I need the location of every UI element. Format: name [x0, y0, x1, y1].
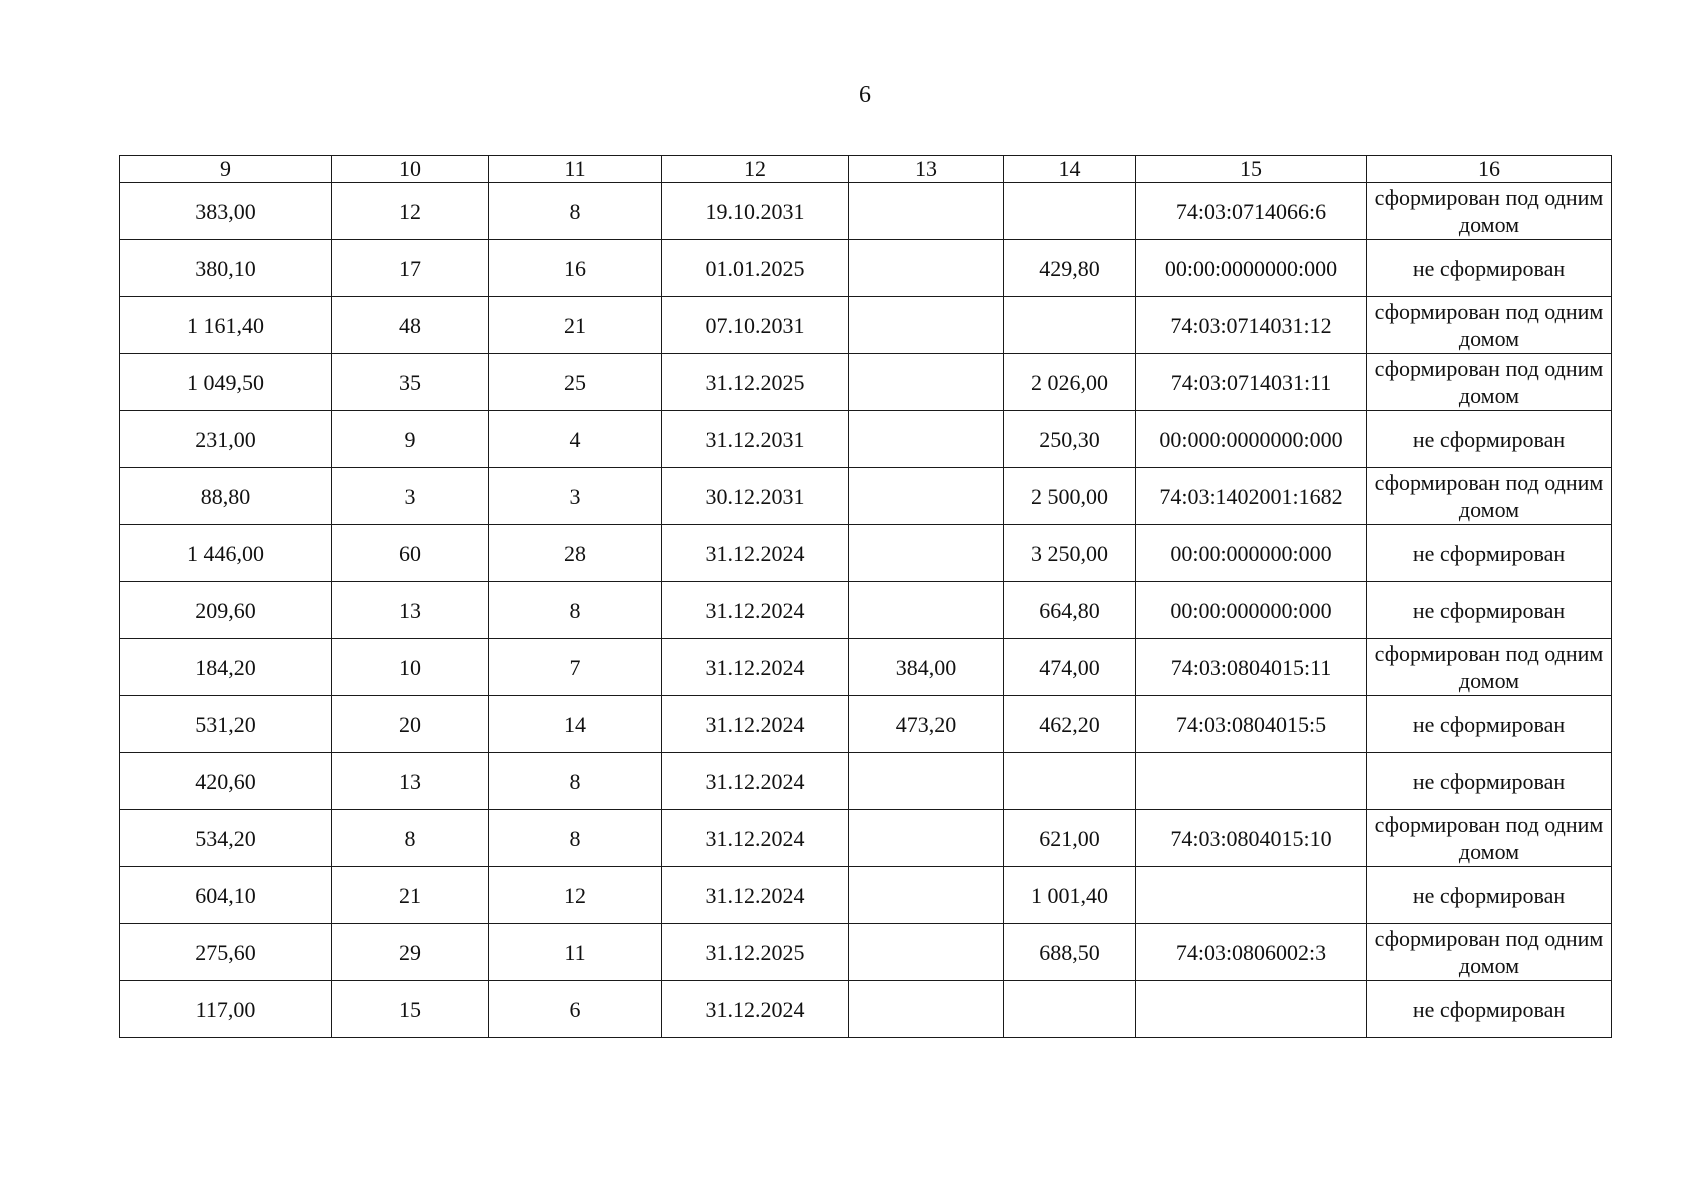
col13-cell	[849, 582, 1004, 639]
cadastral-number-cell: 74:03:1402001:1682	[1136, 468, 1367, 525]
apartments-cell: 8	[489, 810, 662, 867]
area-cell: 1 049,50	[120, 354, 332, 411]
col14-cell: 1 001,40	[1004, 867, 1136, 924]
apartments-cell: 8	[489, 582, 662, 639]
date-cell: 31.12.2025	[662, 354, 849, 411]
apartments-cell: 8	[489, 753, 662, 810]
status-cell: сформирован под одним домом	[1367, 297, 1612, 354]
area-cell: 1 161,40	[120, 297, 332, 354]
date-cell: 31.12.2024	[662, 753, 849, 810]
column-header-12: 12	[662, 156, 849, 183]
area-cell: 531,20	[120, 696, 332, 753]
status-cell: не сформирован	[1367, 981, 1612, 1038]
column-header-13: 13	[849, 156, 1004, 183]
area-cell: 88,80	[120, 468, 332, 525]
col14-cell: 621,00	[1004, 810, 1136, 867]
page-number: 6	[859, 82, 871, 108]
col14-cell: 2 500,00	[1004, 468, 1136, 525]
apartments-cell: 16	[489, 240, 662, 297]
table-row	[120, 753, 1612, 810]
table-body	[120, 183, 1612, 1038]
col13-cell: 384,00	[849, 639, 1004, 696]
apartments-cell: 28	[489, 525, 662, 582]
col14-cell: 462,20	[1004, 696, 1136, 753]
residents-cell: 60	[332, 525, 489, 582]
status-cell: не сформирован	[1367, 525, 1612, 582]
status-cell: не сформирован	[1367, 582, 1612, 639]
date-cell: 31.12.2024	[662, 867, 849, 924]
area-cell: 420,60	[120, 753, 332, 810]
date-cell: 07.10.2031	[662, 297, 849, 354]
date-cell: 31.12.2024	[662, 810, 849, 867]
cadastral-number-cell: 74:03:0714066:6	[1136, 183, 1367, 240]
cadastral-number-cell: 74:03:0714031:12	[1136, 297, 1367, 354]
residents-cell: 9	[332, 411, 489, 468]
residents-cell: 13	[332, 753, 489, 810]
residents-cell: 8	[332, 810, 489, 867]
col14-cell: 474,00	[1004, 639, 1136, 696]
residents-cell: 10	[332, 639, 489, 696]
table-row	[120, 696, 1612, 753]
col14-cell	[1004, 297, 1136, 354]
col13-cell	[849, 240, 1004, 297]
col14-cell: 2 026,00	[1004, 354, 1136, 411]
apartments-cell: 12	[489, 867, 662, 924]
table-row	[120, 582, 1612, 639]
table-row	[120, 867, 1612, 924]
table-row	[120, 639, 1612, 696]
residents-cell: 13	[332, 582, 489, 639]
status-cell: сформирован под одним домом	[1367, 810, 1612, 867]
status-cell: не сформирован	[1367, 696, 1612, 753]
area-cell: 534,20	[120, 810, 332, 867]
col14-cell	[1004, 753, 1136, 810]
area-cell: 231,00	[120, 411, 332, 468]
table-row	[120, 411, 1612, 468]
col13-cell	[849, 753, 1004, 810]
cadastral-number-cell	[1136, 867, 1367, 924]
residents-cell: 15	[332, 981, 489, 1038]
area-cell: 1 446,00	[120, 525, 332, 582]
column-header-14: 14	[1004, 156, 1136, 183]
residents-cell: 12	[332, 183, 489, 240]
header-row	[120, 156, 1612, 183]
col13-cell	[849, 810, 1004, 867]
area-cell: 380,10	[120, 240, 332, 297]
status-cell: сформирован под одним домом	[1367, 468, 1612, 525]
area-cell: 117,00	[120, 981, 332, 1038]
table-header	[120, 156, 1612, 183]
status-cell: не сформирован	[1367, 240, 1612, 297]
apartments-cell: 6	[489, 981, 662, 1038]
col14-cell: 3 250,00	[1004, 525, 1136, 582]
table-row	[120, 525, 1612, 582]
col14-cell: 429,80	[1004, 240, 1136, 297]
column-header-16: 16	[1367, 156, 1612, 183]
column-header-10: 10	[332, 156, 489, 183]
date-cell: 30.12.2031	[662, 468, 849, 525]
table-row	[120, 924, 1612, 981]
residents-cell: 48	[332, 297, 489, 354]
status-cell: сформирован под одним домом	[1367, 924, 1612, 981]
cadastral-number-cell: 74:03:0714031:11	[1136, 354, 1367, 411]
apartments-cell: 21	[489, 297, 662, 354]
col14-cell	[1004, 183, 1136, 240]
cadastral-number-cell: 00:00:000000:000	[1136, 582, 1367, 639]
date-cell: 31.12.2024	[662, 582, 849, 639]
status-cell: сформирован под одним домом	[1367, 639, 1612, 696]
apartments-cell: 14	[489, 696, 662, 753]
area-cell: 184,20	[120, 639, 332, 696]
col13-cell	[849, 867, 1004, 924]
col13-cell	[849, 981, 1004, 1038]
table-row	[120, 240, 1612, 297]
date-cell: 31.12.2025	[662, 924, 849, 981]
residents-cell: 17	[332, 240, 489, 297]
col13-cell	[849, 354, 1004, 411]
date-cell: 31.12.2031	[662, 411, 849, 468]
col13-cell	[849, 525, 1004, 582]
col14-cell	[1004, 981, 1136, 1038]
date-cell: 31.12.2024	[662, 639, 849, 696]
date-cell: 31.12.2024	[662, 696, 849, 753]
date-cell: 31.12.2024	[662, 525, 849, 582]
col13-cell: 473,20	[849, 696, 1004, 753]
cadastral-number-cell: 00:00:000000:000	[1136, 525, 1367, 582]
residents-cell: 35	[332, 354, 489, 411]
cadastral-number-cell: 74:03:0804015:5	[1136, 696, 1367, 753]
cadastral-number-cell: 00:00:0000000:000	[1136, 240, 1367, 297]
area-cell: 275,60	[120, 924, 332, 981]
cadastral-number-cell: 74:03:0804015:10	[1136, 810, 1367, 867]
status-cell: не сформирован	[1367, 867, 1612, 924]
apartments-cell: 7	[489, 639, 662, 696]
table-row	[120, 810, 1612, 867]
apartments-cell: 8	[489, 183, 662, 240]
cadastral-number-cell: 00:000:0000000:000	[1136, 411, 1367, 468]
apartments-cell: 4	[489, 411, 662, 468]
status-cell: сформирован под одним домом	[1367, 354, 1612, 411]
col13-cell	[849, 183, 1004, 240]
date-cell: 31.12.2024	[662, 981, 849, 1038]
cadastral-number-cell: 74:03:0804015:11	[1136, 639, 1367, 696]
column-header-9: 9	[120, 156, 332, 183]
col14-cell: 250,30	[1004, 411, 1136, 468]
table-row	[120, 981, 1612, 1038]
column-header-15: 15	[1136, 156, 1367, 183]
area-cell: 604,10	[120, 867, 332, 924]
apartments-cell: 3	[489, 468, 662, 525]
col14-cell: 664,80	[1004, 582, 1136, 639]
residents-cell: 20	[332, 696, 489, 753]
date-cell: 19.10.2031	[662, 183, 849, 240]
cadastral-number-cell	[1136, 981, 1367, 1038]
status-cell: не сформирован	[1367, 411, 1612, 468]
apartments-cell: 11	[489, 924, 662, 981]
cadastral-number-cell: 74:03:0806002:3	[1136, 924, 1367, 981]
residents-cell: 21	[332, 867, 489, 924]
col13-cell	[849, 411, 1004, 468]
table-row	[120, 183, 1612, 240]
cadastral-number-cell	[1136, 753, 1367, 810]
table-row	[120, 297, 1612, 354]
area-cell: 383,00	[120, 183, 332, 240]
date-cell: 01.01.2025	[662, 240, 849, 297]
col13-cell	[849, 297, 1004, 354]
apartments-cell: 25	[489, 354, 662, 411]
residents-cell: 29	[332, 924, 489, 981]
column-header-11: 11	[489, 156, 662, 183]
col14-cell: 688,50	[1004, 924, 1136, 981]
residents-cell: 3	[332, 468, 489, 525]
table-row	[120, 468, 1612, 525]
data-table	[119, 155, 1612, 1038]
table-row	[120, 354, 1612, 411]
status-cell: сформирован под одним домом	[1367, 183, 1612, 240]
area-cell: 209,60	[120, 582, 332, 639]
col13-cell	[849, 924, 1004, 981]
col13-cell	[849, 468, 1004, 525]
status-cell: не сформирован	[1367, 753, 1612, 810]
